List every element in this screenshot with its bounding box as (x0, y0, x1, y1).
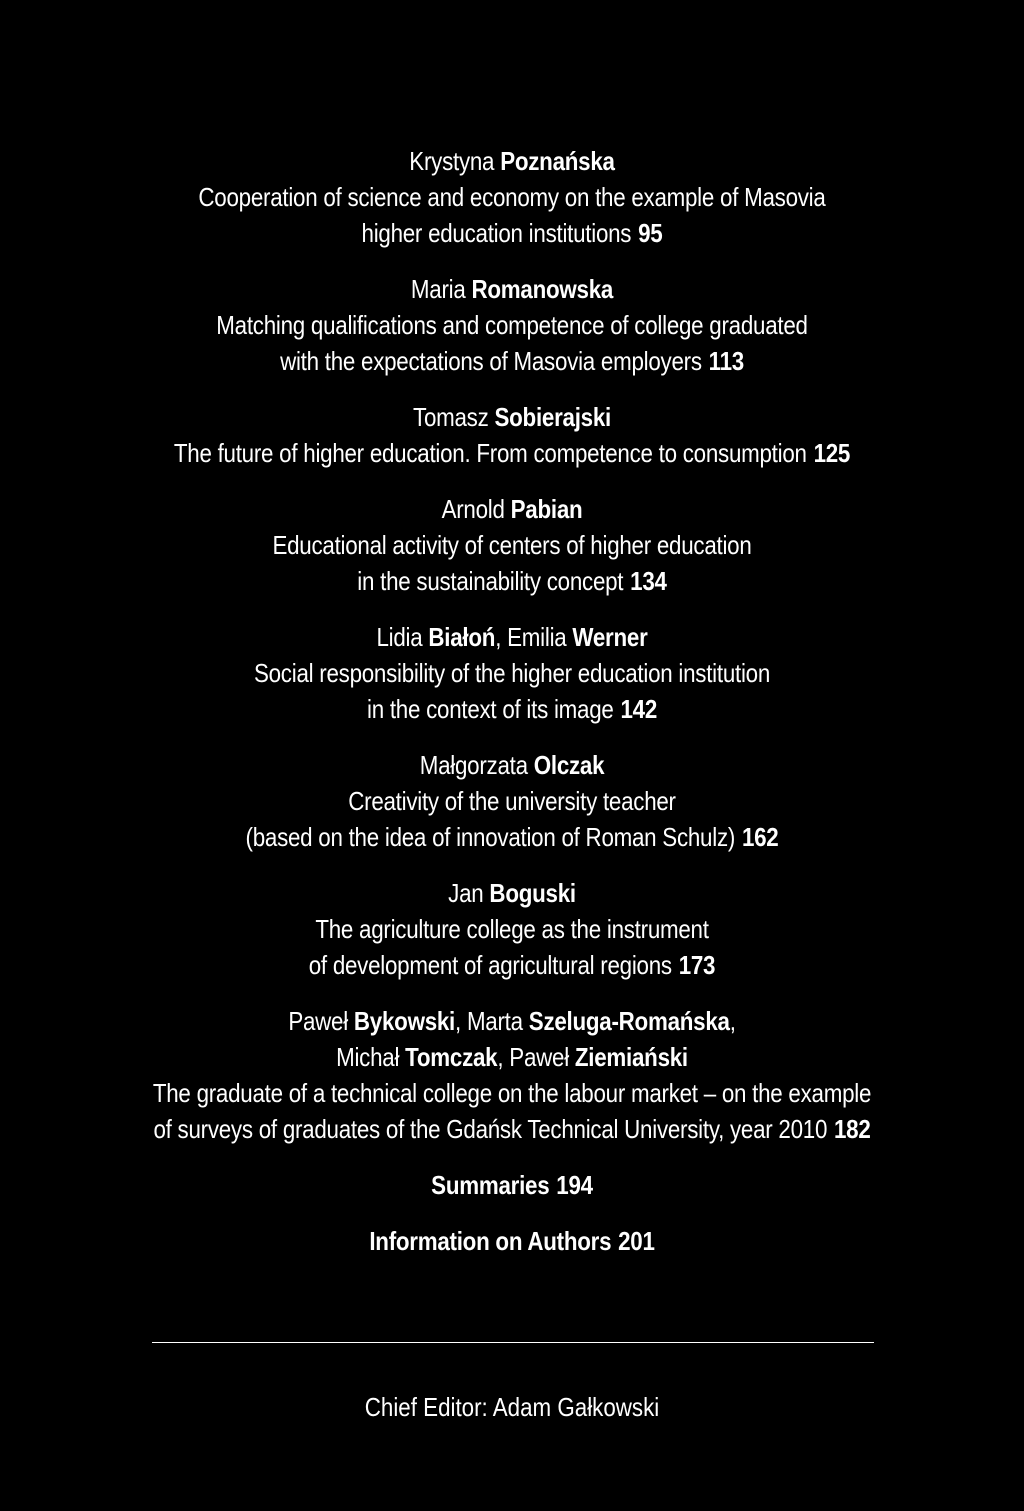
entry-title-line: The graduate of a technical college on the labour market – on the example (152, 1078, 872, 1108)
author-last-name: Tomczak (405, 1042, 498, 1072)
entry-authors (72, 399, 953, 435)
author-separator: , (495, 622, 502, 652)
author-last-name: Werner (572, 622, 648, 652)
author-last-name: Białoń (428, 622, 496, 652)
divider-line (152, 1342, 874, 1343)
summaries-label: Summaries (431, 1170, 550, 1200)
information-label: Information on Authors (369, 1226, 612, 1256)
author-first-name: Arnold (441, 494, 505, 524)
author-first-name: Michał (336, 1042, 400, 1072)
author-last-name: Szeluga-Romańska (528, 1006, 730, 1036)
entry-title-line: higher education institutions (361, 218, 632, 248)
author-first-name: Jan (448, 878, 484, 908)
toc-entry (0, 271, 1024, 379)
entry-title-line: Creativity of the university teacher (348, 786, 676, 816)
toc-entry-information (0, 1223, 1024, 1259)
entry-title-line: in the sustainability concept (357, 566, 624, 596)
page-number: 125 (813, 438, 851, 468)
entry-title-line: The agriculture college as the instrument (315, 914, 709, 944)
table-of-contents (0, 143, 1024, 1279)
entry-title-line: in the context of its image (366, 694, 614, 724)
entry-title-line: of development of agricultural regions (308, 950, 672, 980)
author-last-name: Pabian (510, 494, 583, 524)
toc-entry (0, 491, 1024, 599)
entry-title-line-with-page (72, 215, 953, 251)
page-number: 173 (678, 950, 716, 980)
entry-title-line-with-page (72, 1111, 953, 1147)
author-last-name: Olczak (533, 750, 605, 780)
author-separator: , (455, 1006, 461, 1036)
entry-title-line: of surveys of graduates of the Gdańsk Technical University, year 2010 (153, 1114, 828, 1144)
author-last-name: Romanowska (471, 274, 614, 304)
toc-entry (0, 875, 1024, 983)
summaries-line (72, 1167, 953, 1203)
entry-authors (72, 491, 953, 527)
entry-title-line-with-page (72, 819, 953, 855)
chief-editor: Chief Editor: Adam Gałkowski (364, 1392, 660, 1422)
page-number: 113 (708, 346, 744, 376)
author-separator: , (729, 1006, 736, 1036)
page-number: 162 (741, 822, 779, 852)
entry-title-line-with-page (72, 563, 953, 599)
author-last-name: Ziemiański (574, 1042, 688, 1072)
toc-entry-summaries (0, 1167, 1024, 1203)
author-first-name: Małgorzata (419, 750, 528, 780)
entry-title-line-with-page (72, 343, 953, 379)
author-separator: , (497, 1042, 504, 1072)
entry-title-line: Educational activity of centers of higher education (272, 530, 752, 560)
author-first-name: Emilia (507, 622, 567, 652)
entry-authors (72, 747, 953, 783)
entry-title-line: Matching qualifications and competence of college graduated (216, 310, 808, 340)
page-number: 142 (620, 694, 658, 724)
author-last-name: Poznańska (500, 146, 615, 176)
entry-authors (72, 619, 953, 655)
toc-entry (0, 747, 1024, 855)
entry-title-line: (based on the idea of innovation of Roman Schulz) (245, 822, 736, 852)
author-last-name: Sobierajski (494, 402, 611, 432)
toc-entry (0, 143, 1024, 251)
toc-entry (0, 399, 1024, 471)
author-last-name: Bykowski (353, 1006, 456, 1036)
entry-title-line: Social responsibility of the higher education institution (253, 658, 771, 688)
information-line (72, 1223, 953, 1259)
author-first-name: Maria (410, 274, 466, 304)
author-first-name: Krystyna (409, 146, 495, 176)
author-last-name: Boguski (489, 878, 576, 908)
author-first-name: Marta (466, 1006, 523, 1036)
entry-authors (72, 143, 953, 179)
page-number: 182 (834, 1114, 871, 1144)
author-first-name: Paweł (288, 1006, 348, 1036)
entry-title-line: Cooperation of science and economy on the example of Masovia (198, 182, 826, 212)
page-number: 134 (630, 566, 667, 596)
author-first-name: Tomasz (413, 402, 489, 432)
page-number: 194 (556, 1170, 593, 1200)
entry-title-line-with-page (72, 947, 953, 983)
entry-title-line-with-page (72, 691, 953, 727)
entry-title-line-with-page (72, 435, 953, 471)
entry-authors (72, 1003, 953, 1039)
entry-authors (72, 1039, 953, 1075)
toc-entry (0, 1003, 1024, 1147)
entry-authors (72, 271, 953, 307)
author-first-name: Paweł (509, 1042, 569, 1072)
toc-entry (0, 619, 1024, 727)
entry-title-line: The future of higher education. From competence to consumption (173, 438, 807, 468)
page-number: 95 (638, 218, 663, 248)
entry-authors (72, 875, 953, 911)
entry-title-line: with the expectations of Masovia employers (280, 346, 702, 376)
author-first-name: Lidia (376, 622, 423, 652)
page-number: 201 (618, 1226, 655, 1256)
